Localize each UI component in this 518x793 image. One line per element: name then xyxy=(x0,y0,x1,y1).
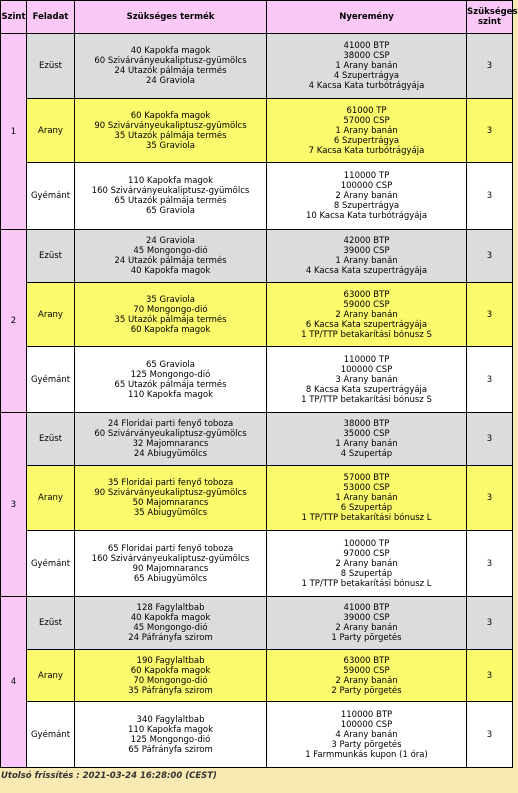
table-row xyxy=(1,347,513,413)
reward-item: 39000 CSP xyxy=(343,246,390,256)
rewards-cell xyxy=(267,163,467,230)
required-item: 60 Kapokfa magok xyxy=(130,110,211,121)
table-row xyxy=(1,531,513,597)
required-level-cell: 3 xyxy=(467,34,513,99)
reward-item: 57000 CSP xyxy=(343,115,390,126)
task-cell: Gyémánt xyxy=(27,702,75,768)
reward-item: 110000 TP xyxy=(343,354,390,365)
required-items-cell xyxy=(75,283,267,347)
required-item: 110 Kapokfa magok xyxy=(128,724,213,735)
required-item: 24 Floridai parti fenyő toboza xyxy=(107,419,234,429)
required-item: 125 Mongongo-dió xyxy=(130,369,211,380)
rewards-cell xyxy=(267,347,467,413)
required-items-cell xyxy=(75,597,267,650)
required-item: 60 Kapokfa magok xyxy=(130,665,211,676)
required-item: 35 Graviola xyxy=(146,294,195,305)
header-level: Szint xyxy=(1,1,27,34)
task-cell: Arany xyxy=(27,99,75,163)
rewards-cell xyxy=(267,702,467,768)
reward-item: 4 Szupertáp xyxy=(340,449,393,459)
required-item: 24 Abiugyümölcs xyxy=(133,449,208,459)
reward-item: 53000 CSP xyxy=(343,483,390,493)
required-item: 90 Szivárványeukaliptusz-gyümölcs xyxy=(94,120,247,131)
quest-table-body xyxy=(1,34,513,768)
reward-item: 10 Kacsa Kata turbótrágyája xyxy=(305,211,428,221)
reward-item: 61000 TP xyxy=(346,105,387,116)
task-cell: Arany xyxy=(27,283,75,347)
rewards-cell xyxy=(267,230,467,283)
reward-item: 1 Farmmunkás kupon (1 óra) xyxy=(305,749,428,760)
required-level-cell: 3 xyxy=(467,531,513,597)
required-item: 90 Szivárványeukaliptusz-gyümölcs xyxy=(94,488,247,498)
required-item: 65 Utazók pálmája termés xyxy=(114,196,227,206)
required-item: 65 Graviola xyxy=(146,359,195,370)
table-row xyxy=(1,413,513,466)
required-item: 128 Fagylaltbab xyxy=(136,603,205,613)
required-item: 65 Utazók pálmája termés xyxy=(114,379,227,390)
required-item: 24 Utazók pálmája termés xyxy=(114,66,227,76)
reward-item: 4 Arany banán xyxy=(335,729,398,740)
required-item: 50 Majomnarancs xyxy=(132,498,209,508)
table-row xyxy=(1,99,513,163)
required-level-cell: 3 xyxy=(467,597,513,650)
level-cell: 2 xyxy=(1,230,27,413)
required-item: 65 Graviola xyxy=(146,206,195,216)
required-item: 45 Mongongo-dió xyxy=(133,246,208,256)
reward-item: 1 TP/TTP betakarítási bónusz S xyxy=(301,329,432,340)
required-item: 90 Majomnarancs xyxy=(132,563,209,574)
reward-item: 100000 CSP xyxy=(340,719,393,730)
required-level-cell: 3 xyxy=(467,702,513,768)
level-cell: 1 xyxy=(1,34,27,230)
reward-item: 1 Arany banán xyxy=(335,493,398,503)
required-item: 160 Szivárványeukaliptusz-gyümölcs xyxy=(91,553,250,564)
required-item: 110 Kapokfa magok xyxy=(128,176,213,186)
required-item: 40 Kapokfa magok xyxy=(130,46,211,56)
required-items-cell xyxy=(75,702,267,768)
required-item: 340 Fagylaltbab xyxy=(136,714,205,725)
reward-item: 38000 BTP xyxy=(343,419,390,429)
task-cell: Arany xyxy=(27,650,75,702)
task-cell: Ezüst xyxy=(27,413,75,466)
reward-item: 100000 CSP xyxy=(340,181,393,191)
required-items-cell xyxy=(75,650,267,702)
task-cell: Ezüst xyxy=(27,230,75,283)
reward-item: 59000 CSP xyxy=(343,665,390,676)
rewards-cell xyxy=(267,650,467,702)
reward-item: 6 Kacsa Kata szupertrágyája xyxy=(305,319,428,330)
reward-item: 3 Arany banán xyxy=(335,374,398,385)
table-row xyxy=(1,650,513,702)
required-item: 65 Floridai parti fenyő toboza xyxy=(107,543,234,554)
reward-item: 42000 BTP xyxy=(343,236,390,246)
required-items-cell xyxy=(75,531,267,597)
required-item: 35 Páfrányfa szirom xyxy=(128,685,213,696)
rewards-cell xyxy=(267,597,467,650)
reward-item: 41000 BTP xyxy=(343,603,390,613)
reward-item: 38000 CSP xyxy=(343,51,390,61)
reward-item: 1 TP/TTP betakarítási bónusz L xyxy=(301,578,432,589)
required-item: 65 Páfrányfa szirom xyxy=(128,744,213,755)
reward-item: 100000 TP xyxy=(343,538,390,549)
last-updated-text: Utolsó frissítés : 2021-03-24 16:28:00 (CEST) xyxy=(1,771,217,781)
required-item: 60 Szivárványeukaliptusz-gyümölcs xyxy=(94,56,247,66)
reward-item: 6 Szupertáp xyxy=(340,503,393,513)
reward-item: 1 Arany banán xyxy=(335,256,398,266)
rewards-cell xyxy=(267,413,467,466)
reward-item: 2 Arany banán xyxy=(335,623,398,633)
reward-item: 63000 BTP xyxy=(343,655,390,666)
required-level-cell: 3 xyxy=(467,283,513,347)
header-rewards: Nyeremény xyxy=(267,1,467,34)
reward-item: 1 Party pörgetés xyxy=(331,633,402,643)
reward-item: 97000 CSP xyxy=(343,548,390,559)
task-cell: Arany xyxy=(27,466,75,531)
required-item: 160 Szivárványeukaliptusz-gyümölcs xyxy=(91,186,250,196)
required-items-cell xyxy=(75,34,267,99)
task-cell: Gyémánt xyxy=(27,531,75,597)
reward-item: 57000 BTP xyxy=(343,473,390,483)
table-row xyxy=(1,597,513,650)
required-items-cell xyxy=(75,163,267,230)
reward-item: 1 Arany banán xyxy=(335,61,398,71)
reward-item: 6 Szupertrágya xyxy=(333,135,400,146)
required-item: 110 Kapokfa magok xyxy=(128,389,213,400)
rewards-cell xyxy=(267,34,467,99)
required-level-cell: 3 xyxy=(467,347,513,413)
required-item: 35 Utazók pálmája termés xyxy=(114,130,227,141)
reward-item: 100000 CSP xyxy=(340,364,393,375)
required-item: 70 Mongongo-dió xyxy=(133,675,208,686)
reward-item: 7 Kacsa Kata turbótrágyája xyxy=(308,145,425,156)
required-item: 125 Mongongo-dió xyxy=(130,734,211,745)
reward-item: 2 Arany banán xyxy=(335,191,398,201)
required-level-cell: 3 xyxy=(467,230,513,283)
required-item: 35 Graviola xyxy=(146,140,195,151)
reward-item: 4 Szupertrágya xyxy=(333,71,400,81)
required-item: 35 Utazók pálmája termés xyxy=(114,314,227,325)
required-item: 70 Mongongo-dió xyxy=(133,304,208,315)
reward-item: 41000 BTP xyxy=(343,41,390,51)
reward-item: 8 Szupertrágya xyxy=(333,201,400,211)
rewards-cell xyxy=(267,466,467,531)
reward-item: 4 Kacsa Kata szupertrágyája xyxy=(305,266,428,276)
required-level-cell: 3 xyxy=(467,650,513,702)
rewards-cell xyxy=(267,531,467,597)
reward-item: 8 Kacsa Kata szupertrágyája xyxy=(305,384,428,395)
required-items-cell xyxy=(75,413,267,466)
required-item: 24 Graviola xyxy=(146,236,195,246)
required-level-cell: 3 xyxy=(467,413,513,466)
reward-item: 2 Party pörgetés xyxy=(331,685,402,696)
reward-item: 2 Arany banán xyxy=(335,309,398,320)
reward-item: 4 Kacsa Kata turbótrágyája xyxy=(308,81,425,91)
reward-item: 1 TP/TTP betakarítási bónusz S xyxy=(301,394,432,405)
reward-item: 1 Arany banán xyxy=(335,125,398,136)
task-cell: Ezüst xyxy=(27,597,75,650)
required-item: 60 Szivárványeukaliptusz-gyümölcs xyxy=(94,429,247,439)
reward-item: 2 Arany banán xyxy=(335,675,398,686)
table-row xyxy=(1,163,513,230)
required-item: 60 Kapokfa magok xyxy=(130,324,211,335)
table-row xyxy=(1,702,513,768)
required-item: 24 Páfrányfa szirom xyxy=(128,633,213,643)
required-item: 35 Abiugyümölcs xyxy=(133,508,208,518)
required-item: 32 Majomnarancs xyxy=(132,439,209,449)
table-row xyxy=(1,34,513,99)
table-row xyxy=(1,466,513,531)
level-cell: 4 xyxy=(1,597,27,768)
reward-item: 63000 BTP xyxy=(343,289,390,300)
required-item: 40 Kapokfa magok xyxy=(130,266,211,276)
header-task: Feladat xyxy=(27,1,75,34)
reward-item: 2 Arany banán xyxy=(335,558,398,569)
required-level-cell: 3 xyxy=(467,466,513,531)
header-required-level: Szükséges szint xyxy=(467,1,513,34)
required-item: 24 Graviola xyxy=(146,76,195,86)
reward-item: 1 Arany banán xyxy=(335,439,398,449)
required-level-cell: 3 xyxy=(467,163,513,230)
table-row xyxy=(1,230,513,283)
required-item: 65 Abiugyümölcs xyxy=(133,573,208,584)
reward-item: 39000 CSP xyxy=(343,613,390,623)
required-item: 24 Utazók pálmája termés xyxy=(114,256,227,266)
header-required-items: Szükséges termék xyxy=(75,1,267,34)
reward-item: 3 Party pörgetés xyxy=(331,739,402,750)
reward-item: 1 TP/TTP betakarítási bónusz L xyxy=(301,513,432,523)
required-item: 45 Mongongo-dió xyxy=(133,623,208,633)
required-item: 40 Kapokfa magok xyxy=(130,613,211,623)
required-level-cell: 3 xyxy=(467,99,513,163)
required-items-cell xyxy=(75,230,267,283)
task-cell: Gyémánt xyxy=(27,163,75,230)
rewards-cell xyxy=(267,99,467,163)
level-cell: 3 xyxy=(1,413,27,597)
table-row xyxy=(1,283,513,347)
required-items-cell xyxy=(75,347,267,413)
required-items-cell xyxy=(75,466,267,531)
required-item: 190 Fagylaltbab xyxy=(136,655,205,666)
task-cell: Ezüst xyxy=(27,34,75,99)
reward-item: 35000 CSP xyxy=(343,429,390,439)
task-cell: Gyémánt xyxy=(27,347,75,413)
required-item: 35 Floridai parti fenyő toboza xyxy=(107,478,234,488)
reward-item: 8 Szupertáp xyxy=(340,568,393,579)
rewards-cell xyxy=(267,283,467,347)
reward-item: 110000 BTP xyxy=(340,709,393,720)
header-row xyxy=(1,1,513,34)
reward-item: 110000 TP xyxy=(343,171,390,181)
required-items-cell xyxy=(75,99,267,163)
reward-item: 59000 CSP xyxy=(343,299,390,310)
